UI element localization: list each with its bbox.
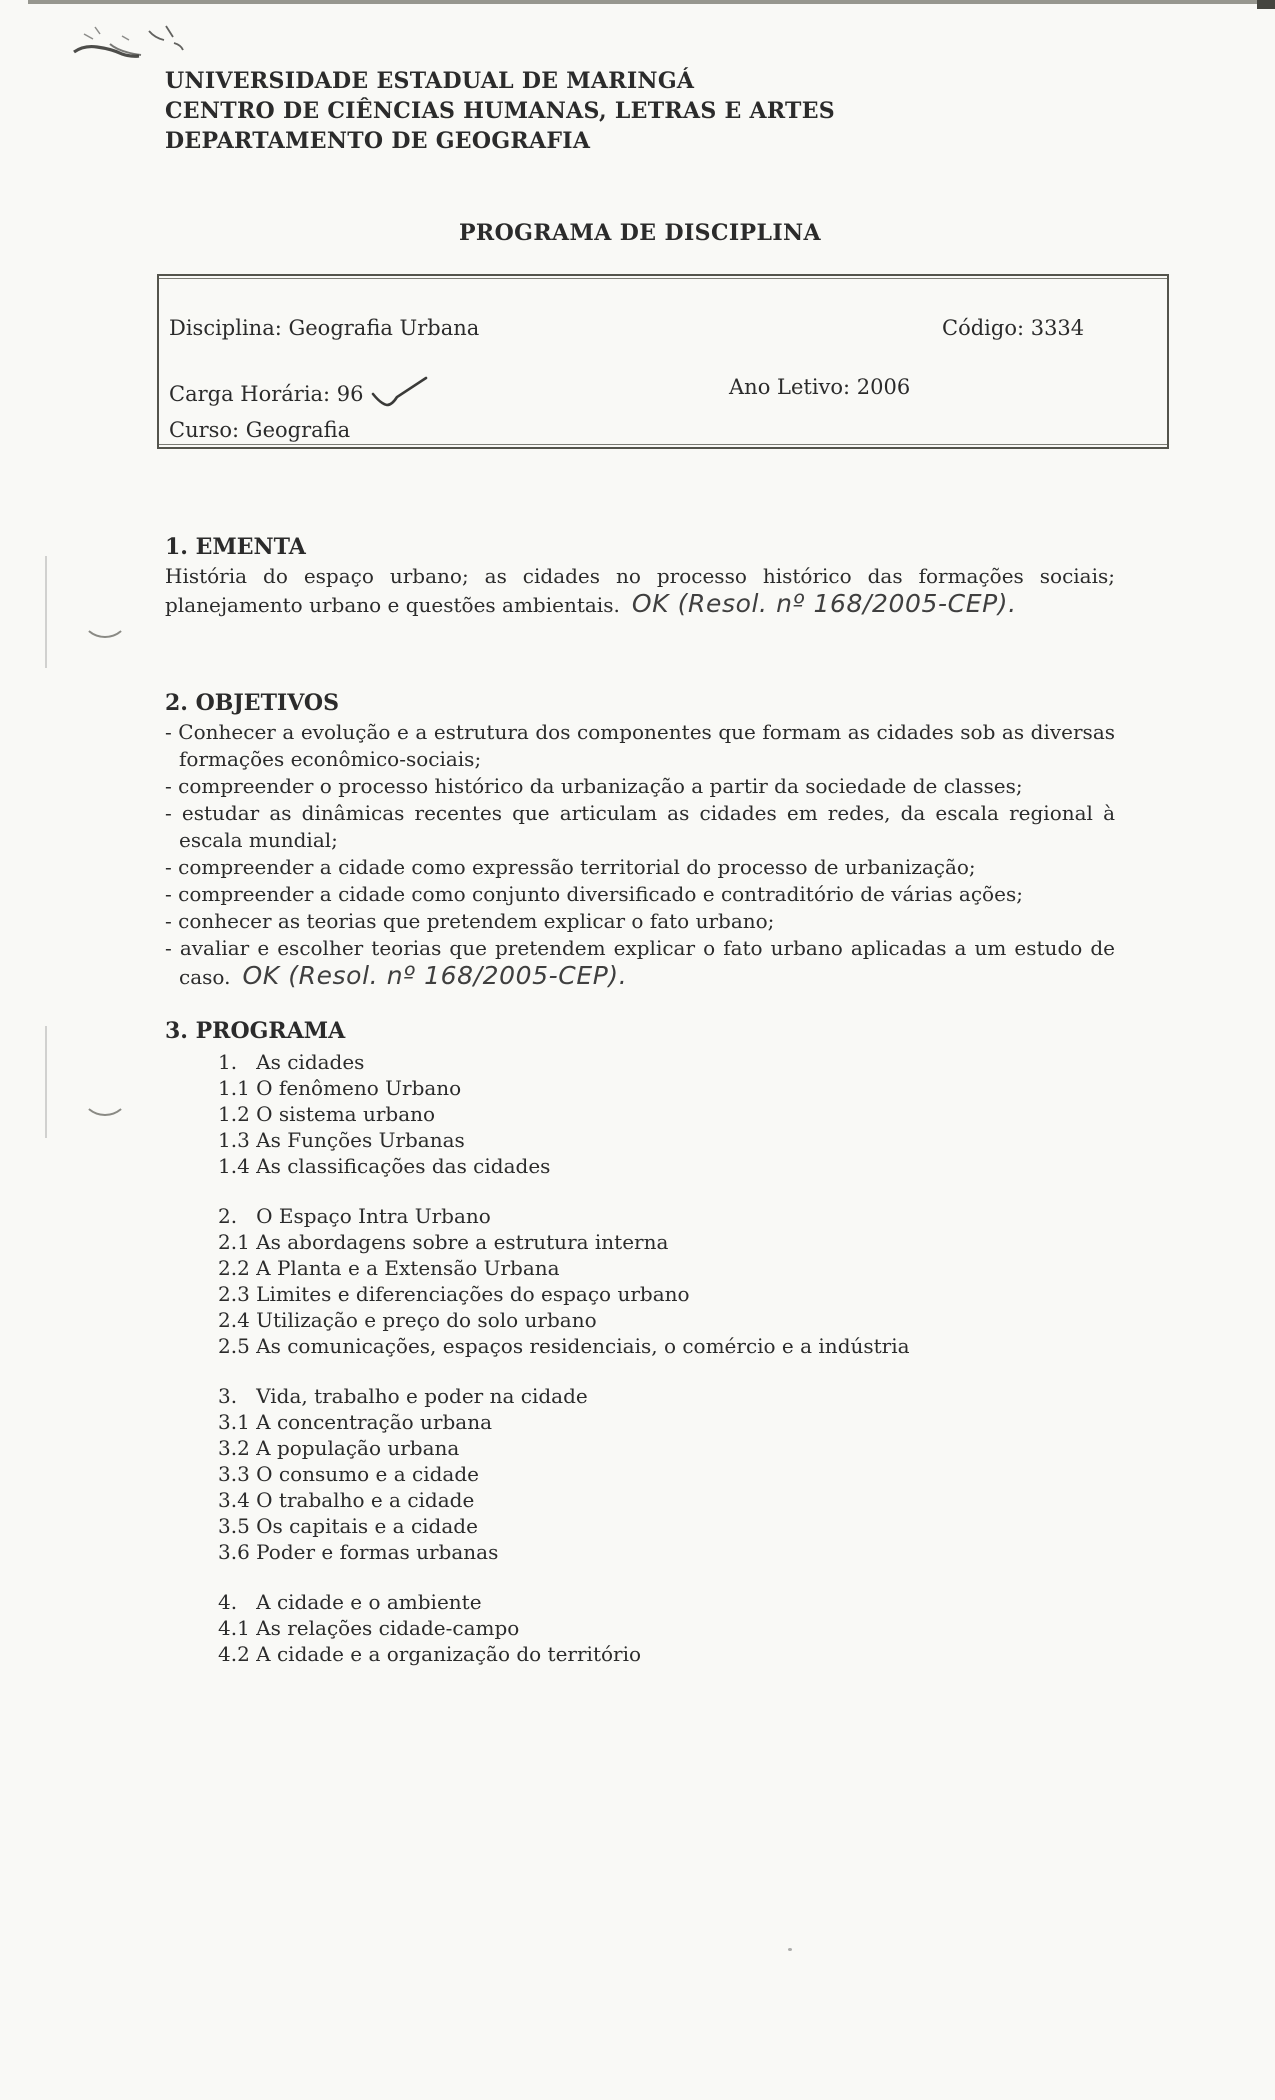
- program-group-1: [218, 1049, 1115, 1179]
- list-item: 2.1 As abordagens sobre a estrutura interna: [218, 1230, 669, 1254]
- list-item: 2.2 A Planta e a Extensão Urbana: [218, 1256, 560, 1280]
- workload-field: [169, 375, 430, 414]
- objectives-list: [165, 719, 1115, 935]
- list-item: - compreender a cidade como conjunto diversificado e contraditório de várias ações;: [165, 882, 1023, 906]
- list-item: 1.3 As Funções Urbanas: [218, 1128, 465, 1152]
- handwritten-annotation: OK (Resol. nº 168/2005-CEP).: [631, 589, 1017, 618]
- list-item: - Conhecer a evolução e a estrutura dos componentes que formam as cidades sob as diversas formações econômico-sociais;: [165, 720, 1115, 771]
- section-heading-programa: 3. PROGRAMA: [165, 1018, 346, 1044]
- list-item: 3.2 A população urbana: [218, 1436, 460, 1460]
- page-title: PROGRAMA DE DISCIPLINA: [458, 220, 822, 246]
- discipline-field: Disciplina: Geografia Urbana: [169, 316, 480, 340]
- code-field: Código: 3334: [942, 316, 1085, 340]
- list-item: - conhecer as teorias que pretendem explicar o fato urbano;: [165, 909, 775, 933]
- list-item: 1. As cidades: [218, 1050, 365, 1074]
- list-item: 1.2 O sistema urbano: [218, 1102, 436, 1126]
- workload-label: Carga Horária: 96: [169, 382, 364, 406]
- list-item: 3.3 O consumo e a cidade: [218, 1462, 479, 1486]
- list-item: DEPARTAMENTO DE GEOGRAFIA: [165, 128, 591, 154]
- list-item: CENTRO DE CIÊNCIAS HUMANAS, LETRAS E ARTES: [165, 98, 835, 124]
- list-item: 4. A cidade e o ambiente: [218, 1590, 482, 1614]
- handwritten-checkmark-icon: [370, 375, 430, 414]
- paper-speck: [788, 1948, 792, 1951]
- handwritten-annotation: OK (Resol. nº 168/2005-CEP).: [242, 961, 628, 990]
- list-item: 2.4 Utilização e preço do solo urbano: [218, 1308, 597, 1332]
- list-item: 1.1 O fenômeno Urbano: [218, 1076, 462, 1100]
- list-item: 1.4 As classificações das cidades: [218, 1154, 551, 1178]
- program-group-2: [218, 1203, 1115, 1359]
- pen-margin-line: [45, 1026, 47, 1138]
- section-heading-ementa: 1. EMENTA: [165, 534, 306, 560]
- list-item: 3.1 A concentração urbana: [218, 1410, 493, 1434]
- program-group-3: [218, 1383, 1115, 1565]
- list-item: 4.2 A cidade e a organização do território: [218, 1642, 642, 1666]
- ementa-text: História do espaço urbano; as cidades no processo histórico das formações sociais; planejamento urbano e questões ambientais.: [165, 564, 1115, 617]
- program-outline: [165, 1049, 1115, 1667]
- pen-arc-mark: [82, 1076, 128, 1116]
- list-item: 2. O Espaço Intra Urbano: [218, 1204, 491, 1228]
- list-item: 2.3 Limites e diferenciações do espaço urbano: [218, 1282, 690, 1306]
- letterhead: [165, 0, 1115, 156]
- pen-margin-line: [45, 556, 47, 668]
- section-heading-objetivos: 2. OBJETIVOS: [165, 690, 339, 716]
- objective-last-item: [165, 935, 1115, 991]
- list-item: - estudar as dinâmicas recentes que articulam as cidades em redes, da escala regional à escala mundial;: [165, 801, 1115, 852]
- list-item: 3.6 Poder e formas urbanas: [218, 1540, 499, 1564]
- pen-arc-mark: [82, 598, 128, 638]
- course-info-box: [157, 274, 1169, 449]
- ementa-paragraph: [165, 563, 1115, 619]
- list-item: 3.4 O trabalho e a cidade: [218, 1488, 475, 1512]
- list-item: 3.5 Os capitais e a cidade: [218, 1514, 478, 1538]
- list-item: 3. Vida, trabalho e poder na cidade: [218, 1384, 588, 1408]
- document-content: [165, 0, 1115, 1691]
- list-item: 2.5 As comunicações, espaços residenciais, o comércio e a indústria: [218, 1334, 910, 1358]
- course-field: Curso: Geografia: [169, 418, 351, 442]
- list-item: - compreender o processo histórico da urbanização a partir da sociedade de classes;: [165, 774, 1023, 798]
- list-item: 4.1 As relações cidade-campo: [218, 1616, 520, 1640]
- school-year-field: Ano Letivo: 2006: [729, 375, 911, 399]
- list-item: UNIVERSIDADE ESTADUAL DE MARINGÁ: [165, 68, 695, 94]
- list-item: - compreender a cidade como expressão territorial do processo de urbanização;: [165, 855, 976, 879]
- scanner-edge-corner: [1257, 0, 1275, 9]
- objective-last-text: - avaliar e escolher teorias que pretendem explicar o fato urbano aplicadas a um estudo de caso.: [165, 936, 1115, 989]
- program-group-4: [218, 1589, 1115, 1667]
